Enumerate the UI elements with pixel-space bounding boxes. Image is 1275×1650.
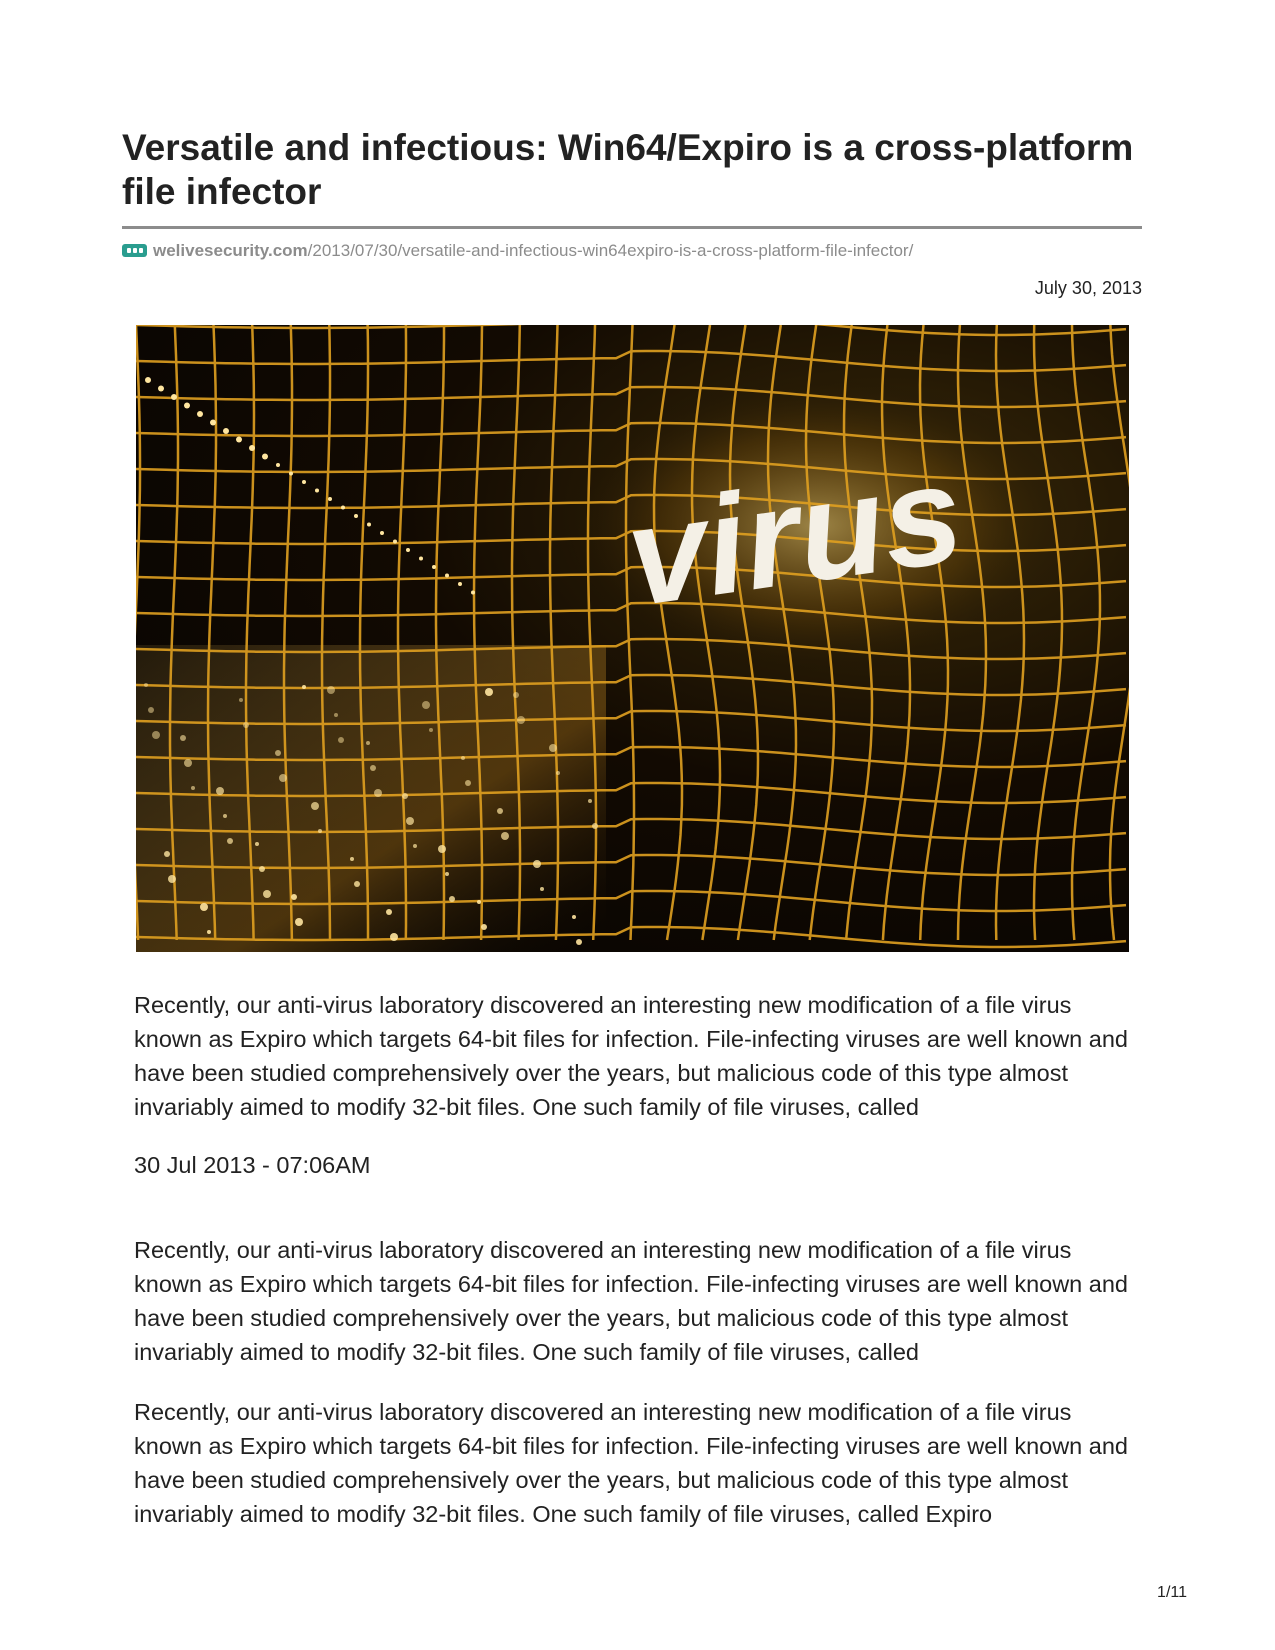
trail-dot (367, 523, 371, 527)
trail-dot (380, 531, 384, 535)
sparkle-dot (354, 881, 360, 887)
grid-line-vertical (626, 325, 634, 940)
trail-dot (158, 386, 164, 392)
trail-dot (341, 506, 345, 510)
intro-paragraph: Recently, our anti-virus laboratory discovered an interesting new modification of a file virus known as Expiro which targets 64-bit files for infection. File-infecting viruses are well known and have been studied comprehensively over the years, but malicious code of this type almost invariably aimed to modify 32-bit files. One such family of file viruses, called (134, 992, 1128, 1120)
sparkle-dot (513, 692, 519, 698)
sparkle-dot (449, 896, 455, 902)
sparkle-dot (374, 789, 382, 797)
trail-dot (249, 445, 255, 451)
sparkle-dot (327, 686, 335, 694)
sparkle-dot (366, 741, 370, 745)
trail-dot (315, 489, 319, 493)
sparkle-dot (223, 814, 227, 818)
sparkle-dot (422, 701, 430, 709)
page-indicator: 1/11 (1157, 1584, 1187, 1601)
sparkle-dot (588, 799, 592, 803)
sparkle-dot (144, 683, 148, 687)
sparkle-dot (517, 716, 525, 724)
sparkle-dot (402, 793, 408, 799)
grid-line-vertical (1072, 325, 1100, 940)
sparkle-dot (485, 688, 493, 696)
trail-dot (458, 582, 462, 586)
grid-line-vertical (1034, 325, 1062, 940)
sparkle-dot (207, 930, 211, 934)
trail-dot (406, 548, 410, 552)
sparkle-dot (540, 887, 544, 891)
sparkle-dot (263, 890, 271, 898)
sparkle-dot (501, 832, 509, 840)
virus-grid-image (136, 325, 1129, 952)
sparkle-dot (533, 860, 541, 868)
trail-dot (289, 472, 293, 476)
sparkle-dot (227, 838, 233, 844)
page-title: Versatile and infectious: Win64/Expiro is a cross-platform file infector (122, 127, 1134, 212)
trail-dot (223, 428, 229, 434)
sparkle-dot (184, 759, 192, 767)
virus-grid-graphic (136, 325, 1129, 952)
source-domain[interactable]: welivesecurity.com (153, 241, 308, 260)
sparkle-dot (243, 722, 249, 728)
trail-dot (197, 411, 203, 417)
trail-dot (145, 377, 151, 383)
trail-dot (445, 574, 449, 578)
sparkle-dot (164, 851, 170, 857)
trail-dot (236, 437, 242, 443)
post-timestamp: 30 Jul 2013 - 07:06AM (134, 1152, 371, 1178)
sparkle-dot (572, 915, 576, 919)
trail-dot (471, 591, 475, 595)
sparkle-dot (465, 780, 471, 786)
trail-dot (419, 557, 423, 561)
sparkle-dot (438, 845, 446, 853)
sparkle-dot (406, 817, 414, 825)
sparkle-dot (279, 774, 287, 782)
trail-dot (184, 403, 190, 409)
source-path[interactable]: /2013/07/30/versatile-and-infectious-win64expiro-is-a-cross-platform-file-infector/ (307, 241, 914, 260)
trail-dot (210, 420, 216, 426)
sparkle-dot (148, 707, 154, 713)
sparkle-dot (370, 765, 376, 771)
trail-dot (302, 480, 306, 484)
sparkle-dot (302, 685, 306, 689)
sparkle-dot (481, 924, 487, 930)
sparkle-dot (216, 787, 224, 795)
source-url[interactable] (122, 240, 913, 262)
body-paragraph-1: Recently, our anti-virus laboratory discovered an interesting new modification of a file virus known as Expiro which targets 64-bit files for infection. File-infecting viruses are well known and have been studied comprehensively over the years, but malicious code of this type almost invariably aimed to modify 32-bit files. One such family of file viruses, called (134, 1237, 1128, 1365)
body-paragraph-2: Recently, our anti-virus laboratory discovered an interesting new modification of a file virus known as Expiro which targets 64-bit files for infection. File-infecting viruses are well known and have been studied comprehensively over the years, but malicious code of this type almost invariably aimed to modify 32-bit files. One such family of file viruses, called Expiro (134, 1399, 1128, 1527)
sparkle-dot (200, 903, 208, 911)
sparkle-dot (461, 756, 465, 760)
sparkle-dot (180, 735, 186, 741)
trail-dot (432, 565, 436, 569)
sparkle-dot (592, 823, 598, 829)
sparkle-dot (191, 786, 195, 790)
sparkle-dot (556, 771, 560, 775)
sparkle-dot (259, 866, 265, 872)
sparkle-dot (295, 918, 303, 926)
sparkle-dot (497, 808, 503, 814)
title-divider (122, 226, 1142, 229)
sparkle-dot (390, 933, 398, 941)
sparkle-dot (350, 857, 354, 861)
sparkle-dot (275, 750, 281, 756)
sparkle-dot (445, 872, 449, 876)
sparkle-dot (334, 713, 338, 717)
sparkle-dot (338, 737, 344, 743)
sparkle-dot (576, 939, 582, 945)
sparkle-dot (311, 802, 319, 810)
grid-line-vertical (996, 325, 1024, 940)
sparkle-dot (239, 698, 243, 702)
sparkle-dot (152, 731, 160, 739)
sparkle-dot (291, 894, 297, 900)
trail-dot (328, 497, 332, 501)
sparkle-dot (549, 744, 557, 752)
trail-dot (354, 514, 358, 518)
trail-dot (393, 540, 397, 544)
virus-word: virus (617, 433, 972, 636)
trail-dot (262, 454, 268, 460)
sparkle-dot (386, 909, 392, 915)
article-date: July 30, 2013 (1034, 278, 1142, 298)
sparkle-dot (413, 844, 417, 848)
sparkle-dot (477, 900, 481, 904)
sparkle-dot (168, 875, 176, 883)
sparkle-dot (318, 829, 322, 833)
grid-line-vertical (1110, 325, 1129, 940)
sparkle-dot (255, 842, 259, 846)
trail-dot (276, 463, 280, 467)
trail-dot (171, 394, 177, 400)
sparkle-dot (429, 728, 433, 732)
site-logo-icon (122, 244, 147, 257)
